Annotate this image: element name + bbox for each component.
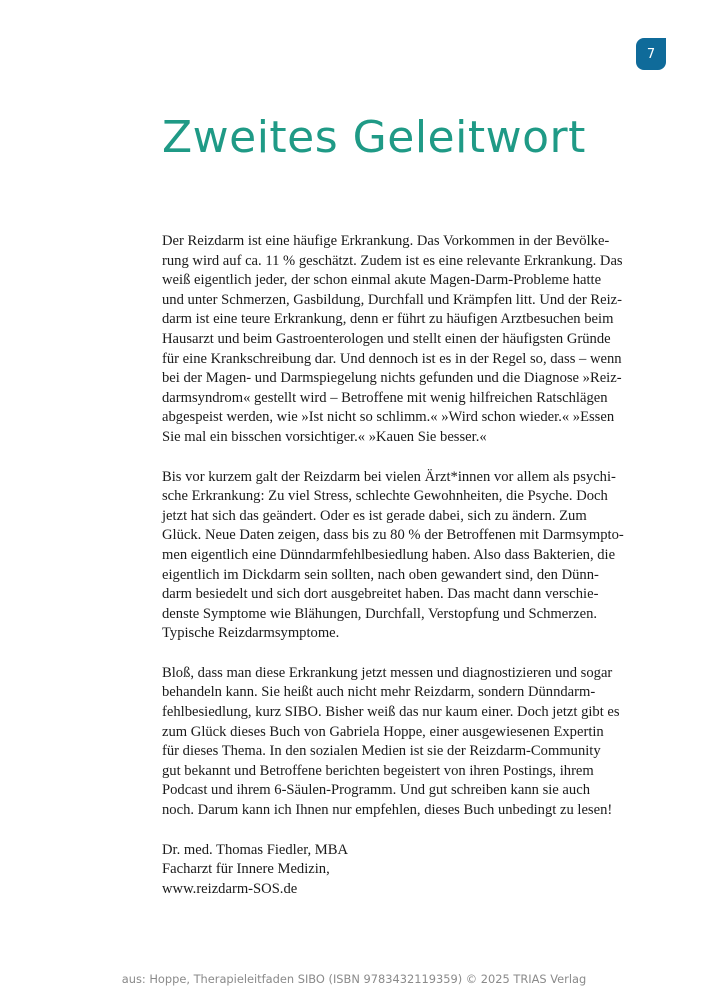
text-line: Sie mal ein bisschen vorsichtiger.« »Kauen Sie besser.« xyxy=(162,428,487,445)
paragraph-3 xyxy=(162,664,634,821)
text-line: behandeln kann. Sie heißt auch nicht mehr Reizdarm, sondern Dünndarm- xyxy=(162,684,596,701)
text-line: für eine Krankschreibung dar. Und dennoch ist es in der Regel so, dass – wenn xyxy=(162,350,622,367)
paragraph-1 xyxy=(162,232,634,448)
text-line: eigentlich im Dickdarm sein sollten, nach oben gewandert sind, den Dünn- xyxy=(162,566,599,583)
text-line: darmsyndrom« gestellt wird – Betroffene mit wenig hilfreichen Ratschlägen xyxy=(162,389,608,406)
page-title: Zweites Geleitwort xyxy=(162,112,586,163)
text-line: rung wird auf ca. 11 % geschätzt. Zudem ist es eine relevante Erkrankung. Das xyxy=(162,252,623,269)
text-line: Glück. Neue Daten zeigen, dass bis zu 80 % der Betroffenen mit Darmsympto- xyxy=(162,527,624,544)
text-line: gut bekannt und Betroffene berichten begeistert von ihren Postings, ihrem xyxy=(162,762,594,779)
text-line: sche Erkrankung: Zu viel Stress, schlechte Gewohnheiten, die Psyche. Doch xyxy=(162,488,608,505)
signature-name: Dr. med. Thomas Fiedler, MBA xyxy=(162,841,349,858)
signature-website: www.reizdarm-SOS.de xyxy=(162,880,298,897)
text-line: Podcast und ihrem 6-Säulen-Programm. Und gut schreiben kann sie auch xyxy=(162,782,590,799)
text-line: Der Reizdarm ist eine häufige Erkrankung. Das Vorkommen in der Bevölke- xyxy=(162,233,610,249)
foreword-body xyxy=(162,232,634,919)
text-line: Hausarzt und beim Gastroenterologen und stellt einen der häufigsten Gründe xyxy=(162,330,611,347)
text-line: zum Glück dieses Buch von Gabriela Hoppe, einer ausgewiesenen Expertin xyxy=(162,723,604,740)
text-line: Bloß, dass man diese Erkrankung jetzt messen und diagnostizieren und sogar xyxy=(162,664,613,681)
signature-block xyxy=(162,841,634,900)
paragraph-2 xyxy=(162,468,634,644)
text-line: jetzt hat sich das geändert. Oder es ist gerade dabei, sich zu ändern. Zum xyxy=(162,507,587,524)
text-line: bei der Magen- und Darmspiegelung nichts gefunden und die Diagnose »Reiz- xyxy=(162,370,622,387)
text-line: Typische Reizdarmsymptome. xyxy=(162,625,340,642)
text-line: weiß eigentlich jeder, der schon einmal akute Magen-Darm-Probleme hatte xyxy=(162,272,602,289)
text-line: abgespeist werden, wie »Ist nicht so schlimm.« »Wird schon wieder.« »Essen xyxy=(162,409,615,426)
source-footer: aus: Hoppe, Therapieleitfaden SIBO (ISBN 9783432119359) © 2025 TRIAS Verlag xyxy=(121,972,587,986)
text-line: denste Symptome wie Blähungen, Durchfall, Verstopfung und Schmerzen. xyxy=(162,605,598,622)
text-line: Bis vor kurzem galt der Reizdarm bei vielen Ärzt*innen vor allem als psychi- xyxy=(162,468,616,485)
page-number-badge xyxy=(636,38,666,70)
text-line: men eigentlich eine Dünndarmfehlbesiedlung haben. Also dass Bakterien, die xyxy=(162,546,616,563)
text-line: für dieses Thema. In den sozialen Medien ist sie der Reizdarm-Community xyxy=(162,743,601,760)
text-line: fehlbesiedlung, kurz SIBO. Bisher weiß das nur kaum einer. Doch jetzt gibt es xyxy=(162,704,620,721)
page-number: 7 xyxy=(646,46,656,62)
signature-role: Facharzt für Innere Medizin, xyxy=(162,861,330,878)
text-line: und unter Schmerzen, Gasbildung, Durchfall und Krämpfen litt. Und der Reiz- xyxy=(162,291,622,308)
text-line: darm besiedelt und sich dort ausgebreitet haben. Das macht dann verschie- xyxy=(162,586,599,603)
text-line: darm ist eine teure Erkrankung, denn er führt zu häufigen Arztbesuchen beim xyxy=(162,311,614,328)
text-line: noch. Darum kann ich Ihnen nur empfehlen, dieses Buch unbedingt zu lesen! xyxy=(162,802,613,819)
